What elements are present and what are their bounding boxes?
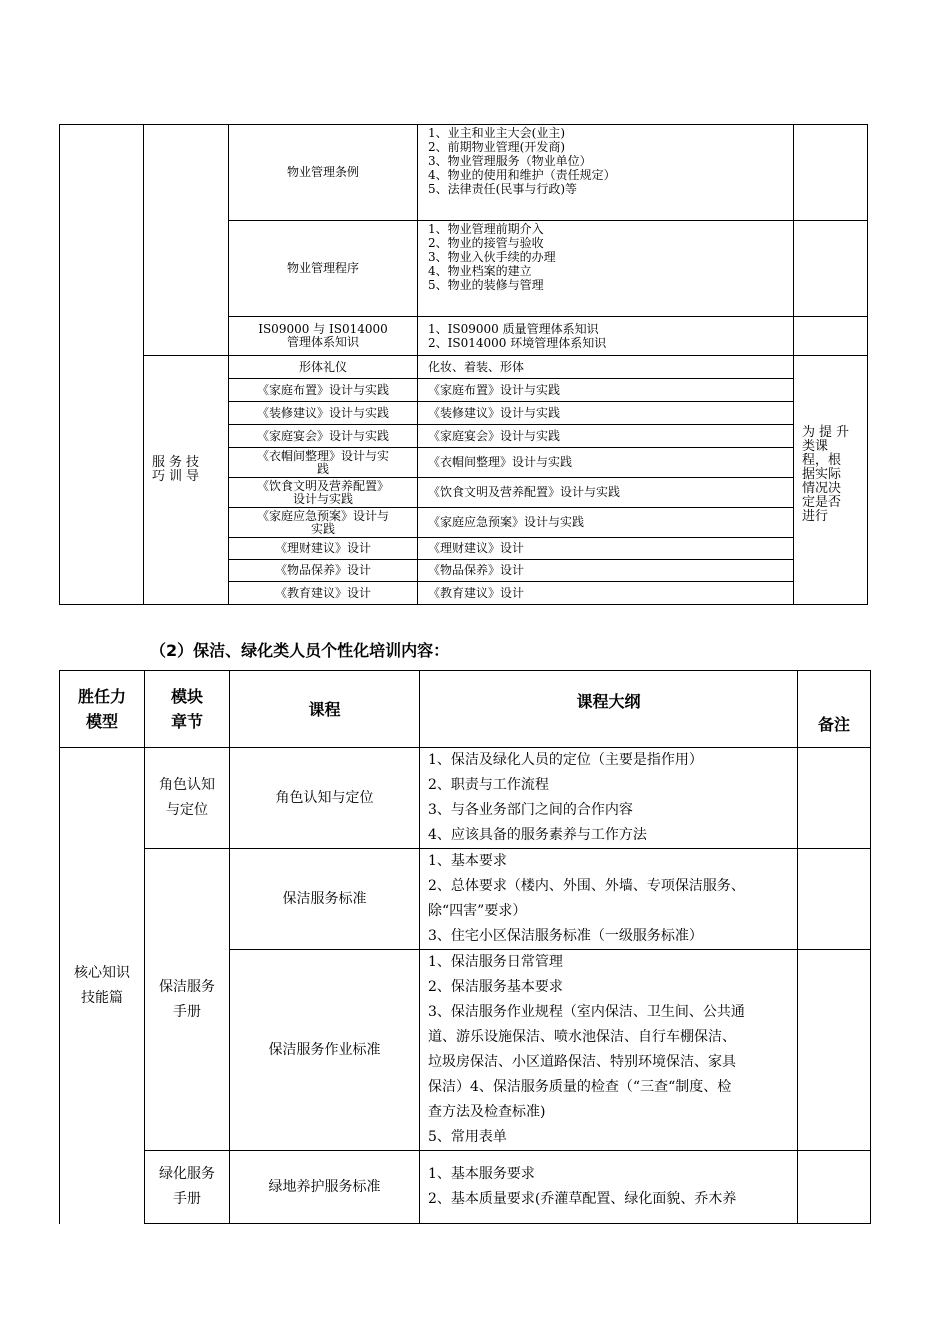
outline-line: 3、保洁服务作业规程（室内保洁、卫生间、公共通 xyxy=(428,1004,745,1020)
outline-cell: 《饮食文明及营养配置》设计与实践 xyxy=(418,478,794,508)
module-line: 手册 xyxy=(173,1191,201,1207)
outline-line: 2、IS014000 环境管理体系知识 xyxy=(428,336,607,350)
outline-line: 5、法律责任(民事与行政)等 xyxy=(428,182,577,196)
outline-line: 1、业主和业主大会(业主) xyxy=(428,126,565,140)
course-cell: 《物品保养》设计 xyxy=(229,560,418,582)
course-cell: 角色认知与定位 xyxy=(230,748,420,849)
training-content-table xyxy=(59,670,871,1224)
header-line: 章节 xyxy=(170,712,203,731)
outline-line: 3、物业管理服务（物业单位） xyxy=(428,154,592,168)
remark-cell xyxy=(798,748,871,849)
remark-cell xyxy=(798,1151,871,1224)
outline-line: 3、与各业务部门之间的合作内容 xyxy=(428,802,633,818)
outline-cell xyxy=(420,1151,798,1224)
header-remark: 备注 xyxy=(798,671,871,748)
course-cell: 《教育建议》设计 xyxy=(229,582,418,605)
module-cell xyxy=(144,356,229,605)
outline-cell xyxy=(420,748,798,849)
module-line: 手册 xyxy=(173,1003,201,1020)
header-line: 模块 xyxy=(170,687,203,706)
course-cell: 保洁服务作业标准 xyxy=(230,950,420,1151)
header-line: 胜任力 xyxy=(77,687,126,706)
table-row xyxy=(60,125,868,221)
header-course: 课程 xyxy=(230,671,420,748)
course-cell: 绿地养护服务标准 xyxy=(230,1151,420,1224)
course-cell: 《家庭宴会》设计与实践 xyxy=(229,425,418,448)
remark-line: 类课 xyxy=(802,439,829,454)
outline-cell xyxy=(420,950,798,1151)
course-cell xyxy=(229,448,418,478)
outline-line: 3、物业入伙手续的办理 xyxy=(428,250,556,264)
outline-cell xyxy=(418,125,794,221)
outline-line: 2、基本质量要求(乔灌草配置、绿化面貌、乔木养 xyxy=(428,1191,737,1207)
header-module xyxy=(145,671,230,748)
outline-cell xyxy=(420,849,798,950)
course-cell: 《理财建议》设计 xyxy=(229,538,418,560)
outline-line: 2、保洁服务基本要求 xyxy=(428,979,563,995)
module-cell xyxy=(145,1151,230,1224)
outline-line: 1、物业管理前期介入 xyxy=(428,222,544,236)
module-label: 服务技巧训导 xyxy=(152,455,204,484)
outline-cell: 《家庭宴会》设计与实践 xyxy=(418,425,794,448)
table-row xyxy=(60,1151,871,1224)
outline-line: 5、常用表单 xyxy=(428,1129,507,1145)
remark-line: 据实际 xyxy=(802,467,842,482)
remark-cell xyxy=(794,356,868,605)
outline-list xyxy=(428,126,789,196)
remark-line: 定是否 xyxy=(802,495,842,510)
course-cell: 物业管理条例 xyxy=(229,125,418,221)
module-cell xyxy=(145,748,230,849)
module-line: 保洁服务 xyxy=(159,978,215,995)
continuation-table xyxy=(59,124,868,605)
outline-cell: 《家庭布置》设计与实践 xyxy=(418,379,794,402)
outline-line: 1、IS09000 质量管理体系知识 xyxy=(428,322,599,336)
remark-cell xyxy=(794,317,868,356)
course-line: 管理体系知识 xyxy=(286,335,359,349)
outline-line: 4、物业的使用和维护（责任规定） xyxy=(428,168,616,182)
outline-line: 垃圾房保洁、小区道路保洁、特别环境保洁、家具 xyxy=(428,1054,736,1070)
remark-line: 程，根 xyxy=(802,453,842,468)
course-cell xyxy=(229,317,418,356)
header-competency xyxy=(60,671,145,748)
remark-cell xyxy=(794,125,868,221)
outline-line: 2、前期物业管理(开发商) xyxy=(428,140,565,154)
section-heading: （2）保洁、绿化类人员个性化培训内容： xyxy=(150,641,450,660)
outline-line: 1、基本要求 xyxy=(428,853,507,869)
outline-cell xyxy=(418,317,794,356)
competency-cell xyxy=(60,748,145,1224)
outline-cell: 《理财建议》设计 xyxy=(418,538,794,560)
header-outline: 课程大纲 xyxy=(420,671,798,748)
remark-cell xyxy=(798,849,871,950)
remark-line: 进行 xyxy=(802,509,829,524)
course-cell xyxy=(229,478,418,508)
outline-line: 2、职责与工作流程 xyxy=(428,777,549,793)
course-line: 实践 xyxy=(310,521,335,536)
outline-line: 1、保洁服务日常管理 xyxy=(428,954,563,970)
outline-cell: 《衣帽间整理》设计与实践 xyxy=(418,448,794,478)
outline-cell: 《装修建议》设计与实践 xyxy=(418,402,794,425)
outline-line: 1、基本服务要求 xyxy=(428,1166,535,1182)
module-cell xyxy=(145,849,230,1151)
outline-line: 保洁）4、保洁服务质量的检查（“三查“制度、检 xyxy=(428,1079,732,1095)
remark-cell xyxy=(794,221,868,317)
module-line: 与定位 xyxy=(166,802,208,818)
header-line: 模型 xyxy=(85,712,118,731)
outline-cell: 《家庭应急预案》设计与实践 xyxy=(418,508,794,538)
header-row xyxy=(60,671,871,748)
course-cell: 物业管理程序 xyxy=(229,221,418,317)
course-line: 《家庭应急预案》设计与 xyxy=(256,508,389,523)
course-line: 《饮食文明及营养配置》 xyxy=(256,478,389,493)
outline-line: 道、游乐设施保洁、喷水池保洁、自行车棚保洁、 xyxy=(428,1029,736,1045)
module-line: 绿化服务 xyxy=(159,1166,215,1182)
remark-line: 为提升 xyxy=(802,425,854,440)
outline-line: 5、物业的装修与管理 xyxy=(428,278,544,292)
outline-cell: 《教育建议》设计 xyxy=(418,582,794,605)
outline-cell xyxy=(418,221,794,317)
course-cell: 保洁服务标准 xyxy=(230,849,420,950)
table-row xyxy=(60,356,868,379)
course-line: 《衣帽间整理》设计与实 xyxy=(256,448,389,463)
table-row xyxy=(60,849,871,950)
outline-cell: 《物品保养》设计 xyxy=(418,560,794,582)
outline-line: 4、应该具备的服务素养与工作方法 xyxy=(428,827,647,843)
outline-cell: 化妆、着装、形体 xyxy=(418,356,794,379)
course-line: 践 xyxy=(316,461,329,476)
competency-line: 核心知识 xyxy=(74,964,130,981)
module-cell xyxy=(144,125,229,356)
competency-cell xyxy=(60,125,144,605)
course-cell: 形体礼仪 xyxy=(229,356,418,379)
outline-line: 2、总体要求（楼内、外围、外墙、专项保洁服务、 xyxy=(428,878,745,894)
remark-line: 情况决 xyxy=(802,481,842,496)
outline-line: 2、物业的接管与验收 xyxy=(428,236,544,250)
table-row xyxy=(60,748,871,849)
module-line: 角色认知 xyxy=(159,777,215,793)
course-cell: 《家庭布置》设计与实践 xyxy=(229,379,418,402)
course-cell xyxy=(229,508,418,538)
outline-line: 1、保洁及绿化人员的定位（主要是指作用） xyxy=(428,752,703,768)
outline-line: 除“四害”要求） xyxy=(428,903,527,919)
course-line: IS09000 与 IS014000 xyxy=(258,322,388,336)
outline-line: 查方法及检查标准) xyxy=(428,1104,546,1120)
outline-list xyxy=(428,322,789,350)
outline-line: 4、物业档案的建立 xyxy=(428,264,532,278)
course-cell: 《装修建议》设计与实践 xyxy=(229,402,418,425)
remark-cell xyxy=(798,950,871,1151)
outline-list xyxy=(428,222,789,292)
outline-line: 3、住宅小区保洁服务标准（一级服务标准） xyxy=(428,928,703,944)
competency-line: 技能篇 xyxy=(81,989,123,1006)
course-line: 设计与实践 xyxy=(292,491,353,506)
